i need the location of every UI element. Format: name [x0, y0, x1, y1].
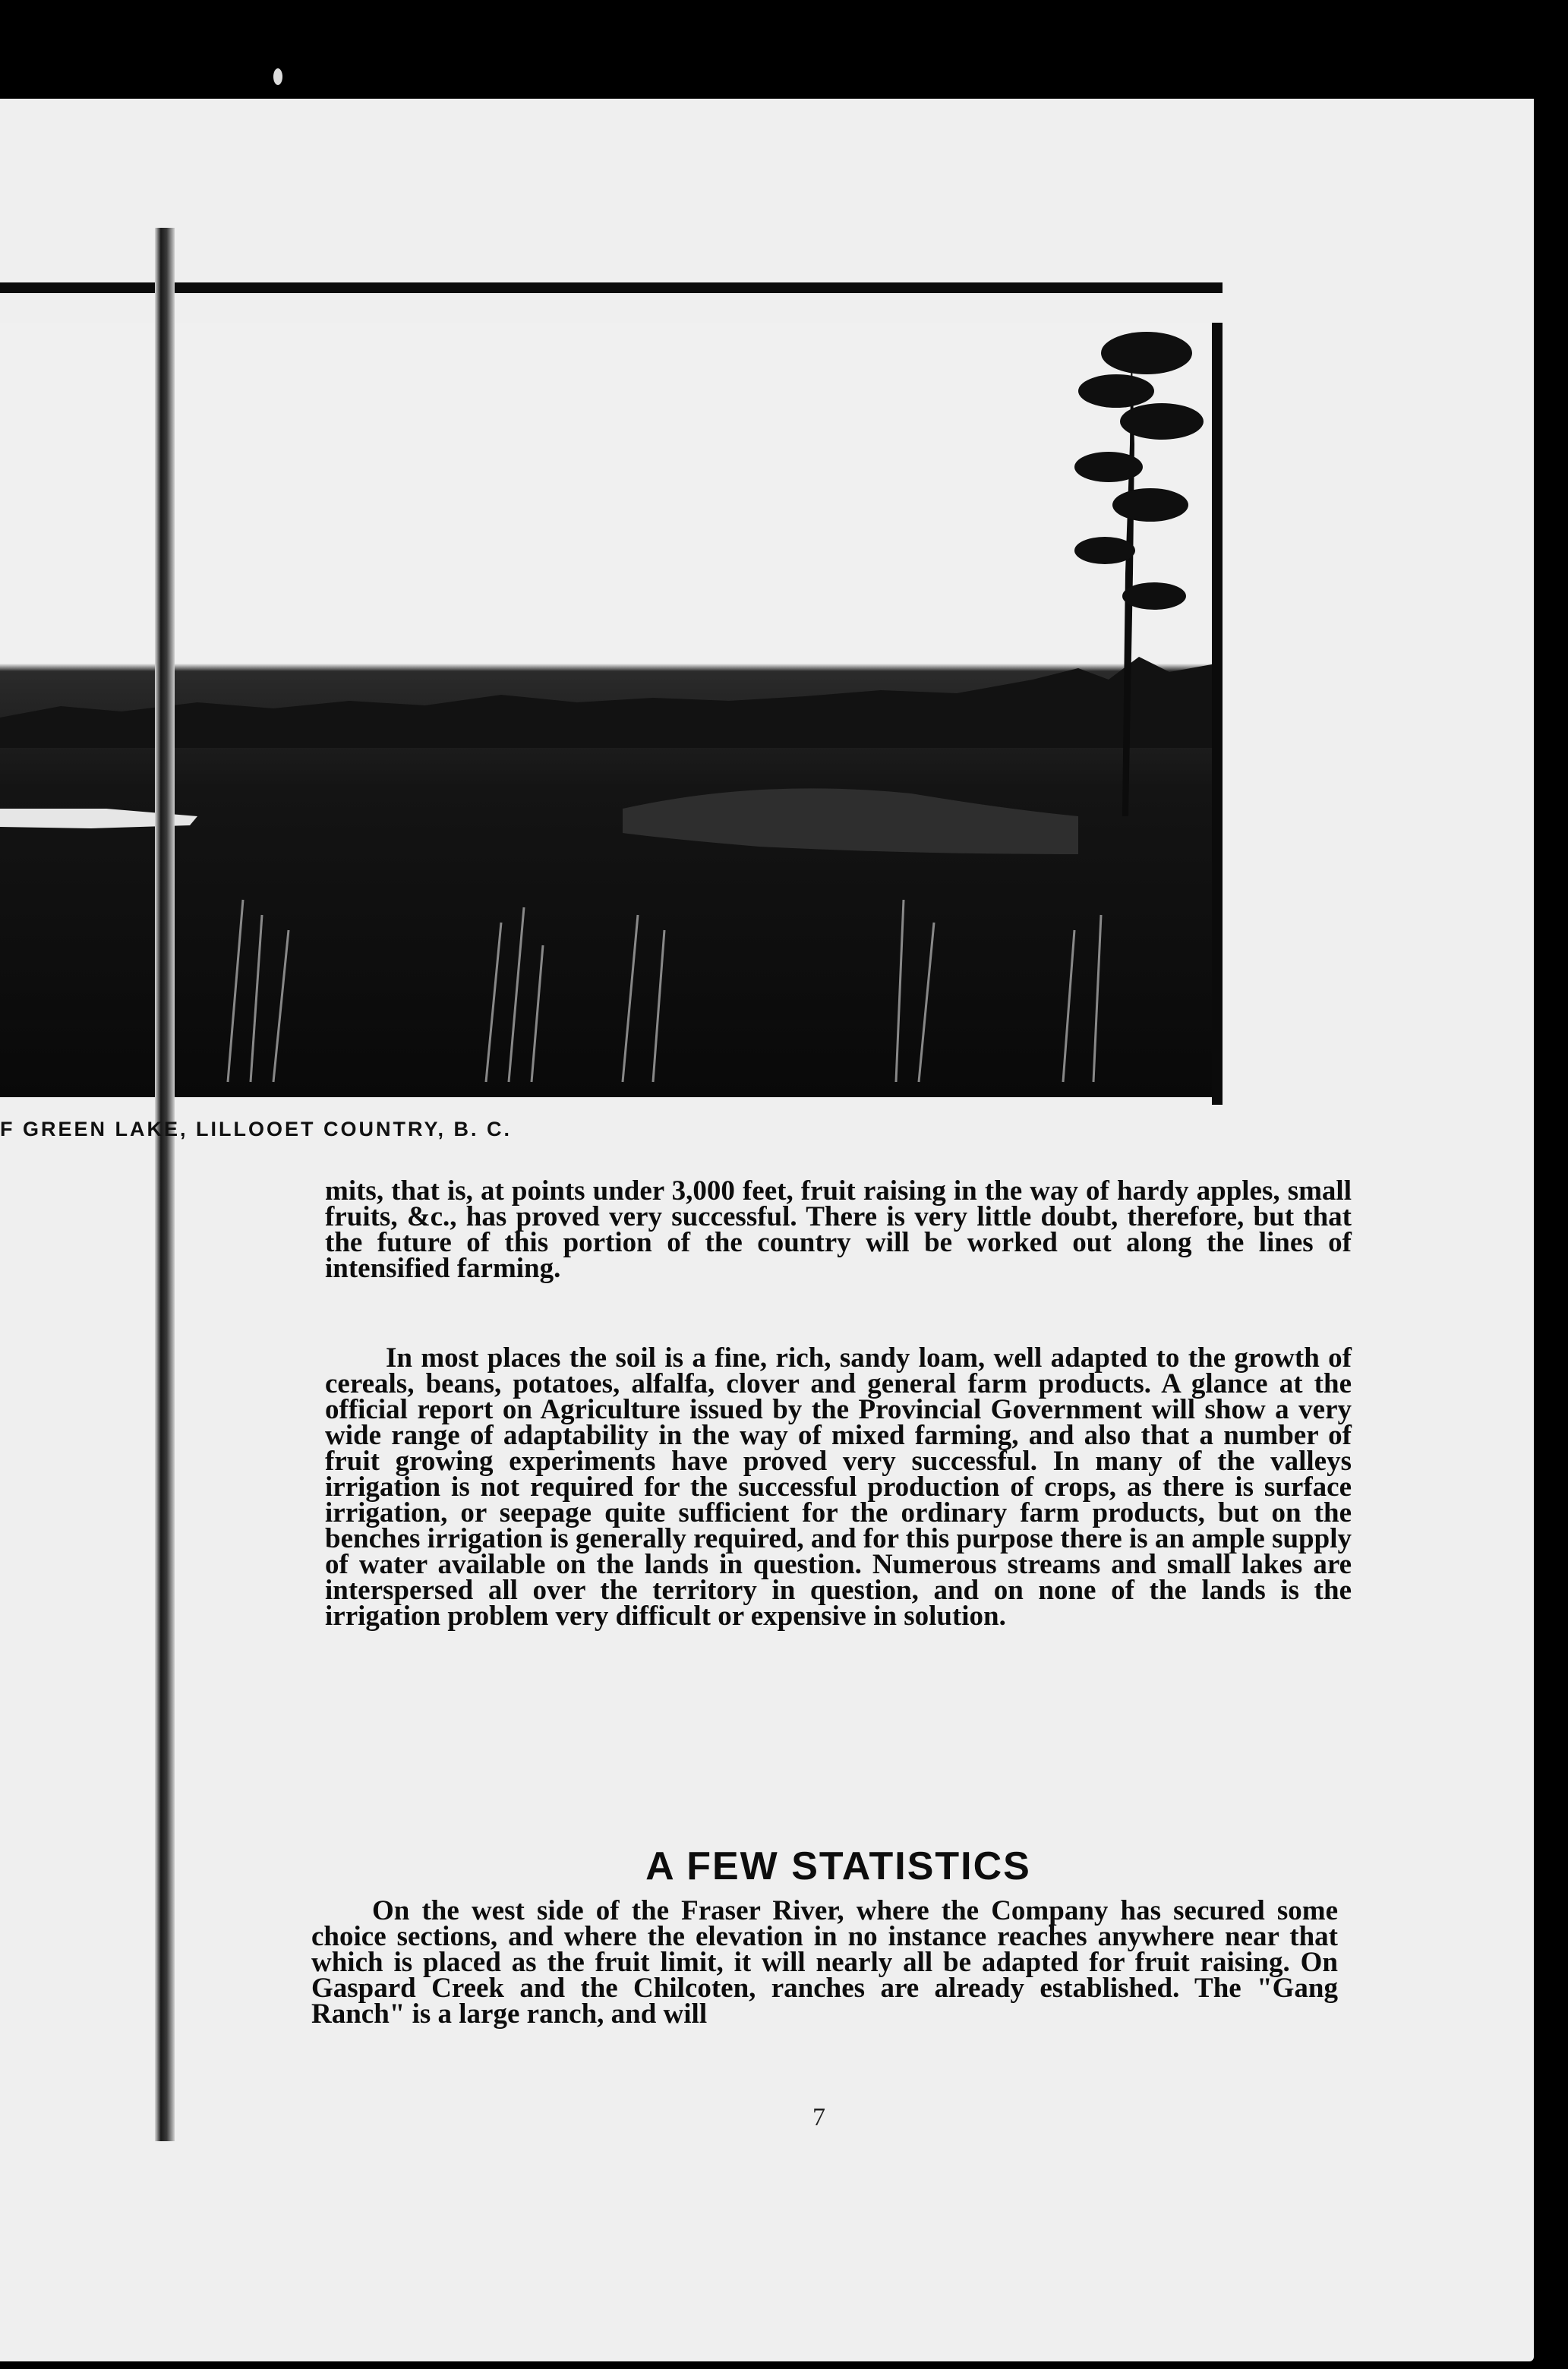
paragraph-3: [311, 1895, 1338, 2030]
book-spine-fold: [155, 228, 175, 2141]
page-number: 7: [812, 2103, 825, 2131]
landscape-illustration: [0, 323, 1212, 1097]
paragraph-1: [325, 1175, 1352, 1284]
paragraph-2-text: In most places the soil is a fine, rich, sandy loam, well adapted to the growth of cereals, beans, potatoes, alfalfa, clover and general farm products. A glance at the official report on Agriculture issued by the Provincial Government will show a very wide range of adaptability in the way of mixed farming, and also that a number of fruit growing experiments have proved very successful. In many of the valleys irrigation is not required for the successful production of crops, as there is surface irrigation, or seepage quite sufficient for the ordinary farm products, but on the benches irrigation is generally required, and for this purpose there is an ample supply of water available on the lands in question. Numerous streams and small lakes are interspersed all over the territory in question, and on none of the lands is the irrigation problem very difficult or expensive in solution.: [325, 1342, 1352, 1632]
paragraph-1-text: mits, that is, at points under 3,000 feet, fruit raising in the way of hardy apples, small fruits, &c., has proved very successful. There is very little doubt, therefore, but that the future of this portion of the country will be worked out along the lines of intensified farming.: [325, 1175, 1352, 1284]
paragraph-2: [325, 1342, 1352, 1632]
photo-caption: F GREEN LAKE, LILLOOET COUNTRY, B. C.: [0, 1118, 513, 1140]
photo-frame-top: [0, 282, 1223, 293]
paragraph-3-text: On the west side of the Fraser River, where the Company has secured some choice sections, and where the elevation in no instance reaches anywhere near that which is placed as the fruit limit, it will nearly all be adapted for fruit raising. On Gaspard Creek and the Chilcoten, ranches are already established. The "Gang Ranch" is a large ranch, and will: [311, 1895, 1338, 2030]
speck-mark: [273, 68, 282, 85]
section-heading: A FEW STATISTICS: [645, 1844, 1031, 1888]
landscape-photo: [0, 323, 1212, 1097]
photo-frame-right: [1212, 323, 1223, 1105]
